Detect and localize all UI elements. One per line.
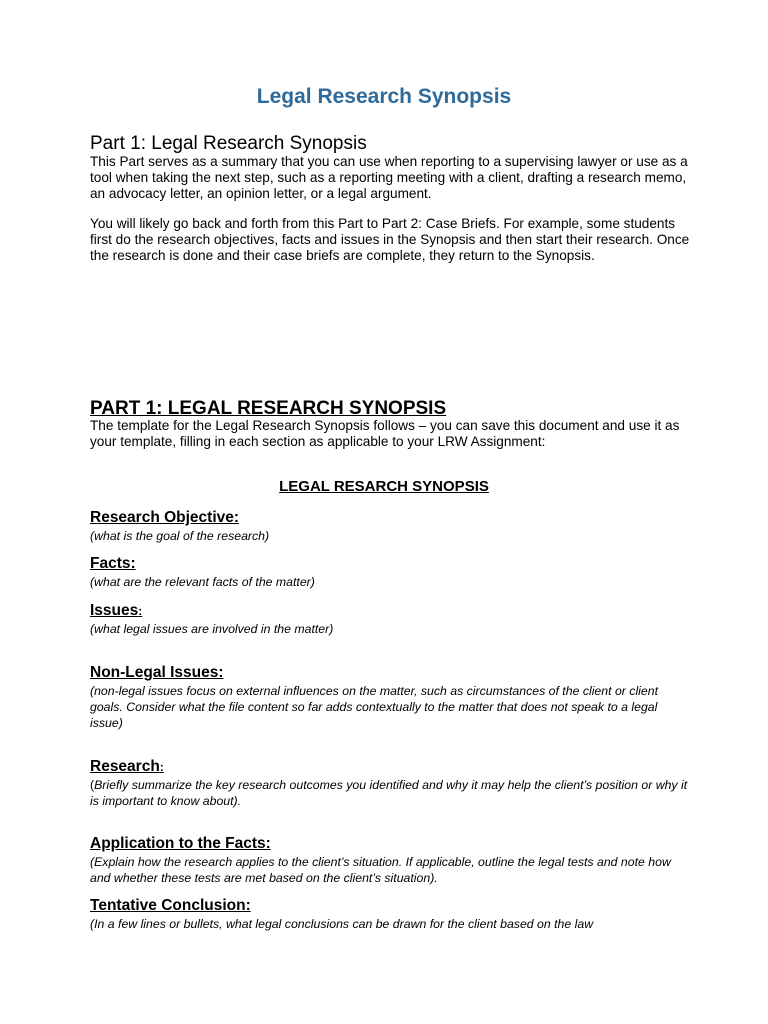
section-heading: Non-Legal Issues: <box>90 664 224 681</box>
section-heading-colon: : <box>159 760 164 774</box>
section-note-prefix: ( <box>90 778 95 792</box>
part1-paragraph-2: You will likely go back and forth from this Part to Part 2: Case Briefs. For example, some students first do the research objectives, facts and issues in the Synopsis and then start their research. Once the research is done and their case briefs are complete, they return to the Synopsis. <box>90 216 690 263</box>
section-heading: Research Objective: <box>90 509 240 526</box>
section-heading: Issues <box>90 602 139 619</box>
section-note: (what is the goal of the research) <box>90 529 270 543</box>
section-note: (In a few lines or bullets, what legal conclusions can be drawn for the client based on the law <box>90 917 594 931</box>
section-note: (non-legal issues focus on external influences on the matter, such as circumstances of the client or client goals. Consider what the file content so far adds contextually to the matter that does not speak to a legal issue) <box>90 684 658 730</box>
part1-caps-heading: PART 1: LEGAL RESEARCH SYNOPSIS <box>90 398 447 419</box>
section-research <box>90 758 690 809</box>
section-note: (what legal issues are involved in the matter) <box>90 622 334 636</box>
section-tentative-conclusion <box>90 897 690 932</box>
section-note: (what are the relevant facts of the matter) <box>90 575 315 589</box>
section-heading: Tentative Conclusion: <box>90 897 251 914</box>
section-heading: Application to the Facts: <box>90 835 271 852</box>
section-note-wrap <box>90 777 690 809</box>
section-non-legal-issues <box>90 664 690 731</box>
template-title: LEGAL RESARCH SYNOPSIS <box>279 478 489 495</box>
section-heading: Facts: <box>90 555 136 572</box>
part1-heading: Part 1: Legal Research Synopsis <box>90 133 367 154</box>
section-application-to-facts <box>90 835 690 886</box>
section-heading: Research <box>90 758 160 775</box>
section-note: (Explain how the research applies to the client’s situation. If applicable, outline the legal tests and note how and whether these tests are met based on the client’s situation). <box>90 855 671 885</box>
section-heading-wrap <box>90 758 690 776</box>
section-facts <box>90 555 690 590</box>
section-heading-wrap <box>90 602 690 620</box>
document-title: Legal Research Synopsis <box>256 85 512 108</box>
section-research-objective <box>90 509 690 544</box>
part1-paragraph-1: This Part serves as a summary that you can use when reporting to a supervising lawyer or use as a tool when taking the next step, such as a reporting meeting with a client, drafting a research memo, an advocacy letter, an opinion letter, or a legal argument. <box>90 154 688 201</box>
section-heading-colon: : <box>138 604 143 618</box>
section-issues <box>90 602 690 637</box>
template-intro-paragraph: The template for the Legal Research Synopsis follows – you can save this document and use it as your template, filling in each section as applicable to your LRW Assignment: <box>90 418 680 449</box>
section-note: Briefly summarize the key research outcomes you identified and why it may help the client’s position or why it is important to know about). <box>90 778 688 808</box>
